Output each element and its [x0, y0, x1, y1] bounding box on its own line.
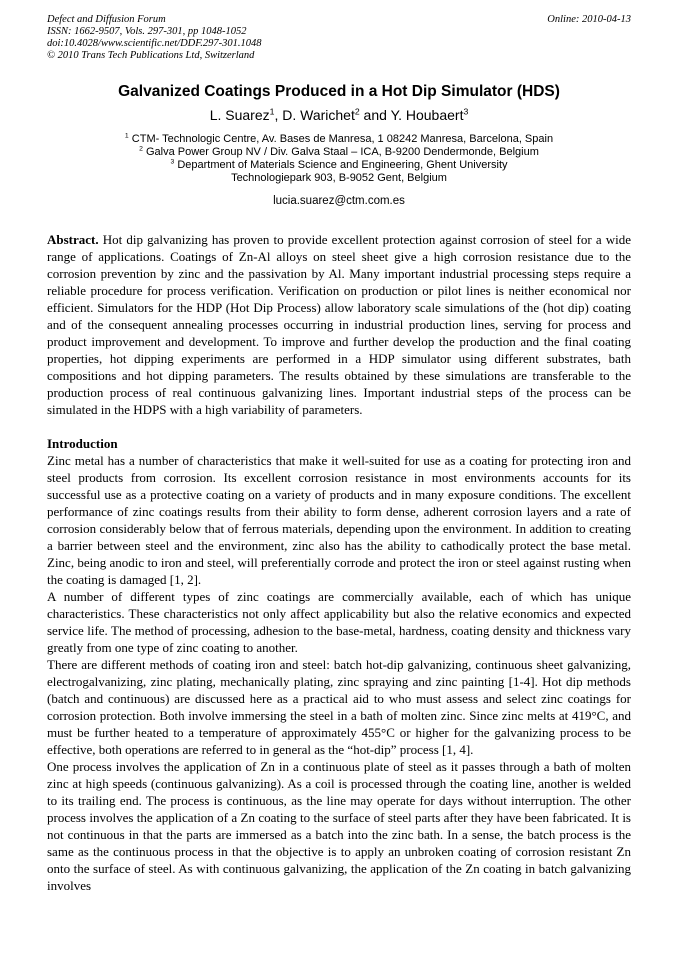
issn-line: ISSN: 1662-9507, Vols. 297-301, pp 1048-1052 — [47, 26, 247, 37]
paper-title: Galvanized Coatings Produced in a Hot Dip Simulator (HDS) — [118, 83, 560, 100]
affiliation-text: Department of Materials Science and Engineering, Ghent University — [174, 159, 508, 171]
affiliation-marker: 3 — [170, 158, 175, 166]
affiliation-text: CTM- Technologic Centre, Av. Bases de Manresa, 1 08242 Manresa, Barcelona, Spain — [128, 133, 554, 145]
email-line — [47, 195, 631, 208]
affiliation-line — [47, 133, 631, 146]
abstract-label: Abstract. — [47, 232, 99, 247]
affiliation-line — [47, 159, 631, 172]
author-affiliation-marker: 2 — [354, 106, 360, 117]
affiliation-text: Galva Power Group NV / Div. Galva Staal – ICA, B-9200 Dendermonde, Belgium — [142, 146, 539, 158]
authors-separator: , — [274, 107, 283, 123]
affiliation-line — [47, 146, 631, 159]
affiliation-text: Technologiepark 903, B-9052 Gent, Belgium — [231, 172, 447, 184]
affiliations-block — [47, 133, 631, 185]
introduction-paragraph-2: A number of different types of zinc coatings are commercially available, each of which has unique characteristics. These characteristics not only affect applicability but also the relative economics and expected service life. The method of processing, adhesion to the base-metal, hardness, coating density and thickness vary greatly from one type of zinc coating to another. — [47, 589, 631, 655]
author-affiliation-marker: 3 — [463, 106, 469, 117]
section-heading-introduction: Introduction — [47, 436, 118, 451]
introduction-paragraph-4: One process involves the application of Zn in a continuous plate of steel as it passes through a bath of molten zinc at high speeds (continuous galvanizing). As a coil is processed through the coating line, another is welded to its trailing end. The process is continuous, as the line may operate for days without interruption. The other process involves the application of a Zn coating to the surface of steel parts after they have been fabricated. It is not continuous in that the parts are immersed as a batch into the zinc bath. In a sense, the batch process is the same as the continuous process in that the objective is to apply an unbroken coating of corrosion resistant Zn onto the surface of steel. As with continuous galvanizing, the application of the Zn coating in batch galvanizing involves — [47, 759, 631, 893]
affiliation-line — [47, 172, 631, 185]
author-affiliation-marker: 1 — [269, 106, 275, 117]
journal-name: Defect and Diffusion Forum — [47, 14, 166, 25]
journal-header-left — [47, 14, 262, 62]
doi-line: doi:10.4028/www.scientific.net/DDF.297-301.1048 — [47, 38, 262, 49]
author-name: Y. Houbaert — [390, 107, 464, 123]
contact-email: lucia.suarez@ctm.com.es — [273, 195, 405, 207]
author-name: L. Suarez — [209, 107, 270, 123]
introduction-paragraph-3: There are different methods of coating iron and steel: batch hot-dip galvanizing, continuous sheet galvanizing, electrogalvanizing, zinc plating, mechanically plating, zinc spraying and zinc painting [1-4]. Hot dip methods (batch and continuous) are discussed here as a practical aid to who must assess and select zinc coatings for corrosion protection. Both involve immersing the steel in a bath of molten zinc. Since zinc melts at 419°C, and must be further heated to a temperature of approximately 455°C or higher for the galvanizing process to be effective, both operations are referred to in general as the “hot-dip” process [1, 4]. — [47, 657, 631, 757]
introduction-paragraph-1: Zinc metal has a number of characteristics that make it well-suited for use as a coating for protecting iron and steel products from corrosion. Its excellent corrosion resistance in most environments accounts for its successful use as a protective coating on a variety of products and in many exposure conditions. The excellent performance of zinc coatings results from their ability to form dense, adherent corrosion layers and a rate of corrosion considerably below that of ferrous materials, depending upon the environment. In addition to creating a barrier between steel and the environment, zinc also has the ability to cathodically protect the base metal. Zinc, being anodic to iron and steel, will preferentially corrode and protect the iron or steel against rusting when the coating is damaged [1, 2]. — [47, 453, 631, 587]
author-name: D. Warichet — [282, 107, 355, 123]
affiliation-marker: 2 — [139, 145, 143, 153]
abstract-paragraph — [47, 231, 631, 418]
authors-separator: and — [359, 107, 391, 123]
online-date: Online: 2010-04-13 — [547, 14, 631, 25]
authors-line — [47, 107, 631, 124]
journal-header — [47, 14, 631, 62]
affiliation-marker: 1 — [124, 132, 129, 140]
abstract-text: Hot dip galvanizing has proven to provide excellent protection against corrosion of steel for a wide range of applications. Coatings of Zn-Al alloys on steel sheet give a high corrosion resistance due to the corrosion prevention by zinc and the passivation by Al. Many important industrial processing steps require a reliable procedure for process verification. Verification on production or pilot lines is neither economical nor efficient. Simulators for the HDP (Hot Dip Process) allow laboratory scale simulations of the (hot dip) coating and of the consequent annealing processes occurring in industrial production lines, serving for process and product improvement and development. To improve and further develop the production and the final coating properties, hot dipping experiments are performed in a HDP simulator using different substrates, bath compositions and hot dipping parameters. The results obtained by these simulations are transferable to the production process of real continuous galvanizing lines. Important industrial steps of the process can be simulated in the HDPS with a high variability of parameters. — [47, 232, 631, 417]
copyright-line: © 2010 Trans Tech Publications Ltd, Switzerland — [47, 50, 255, 61]
